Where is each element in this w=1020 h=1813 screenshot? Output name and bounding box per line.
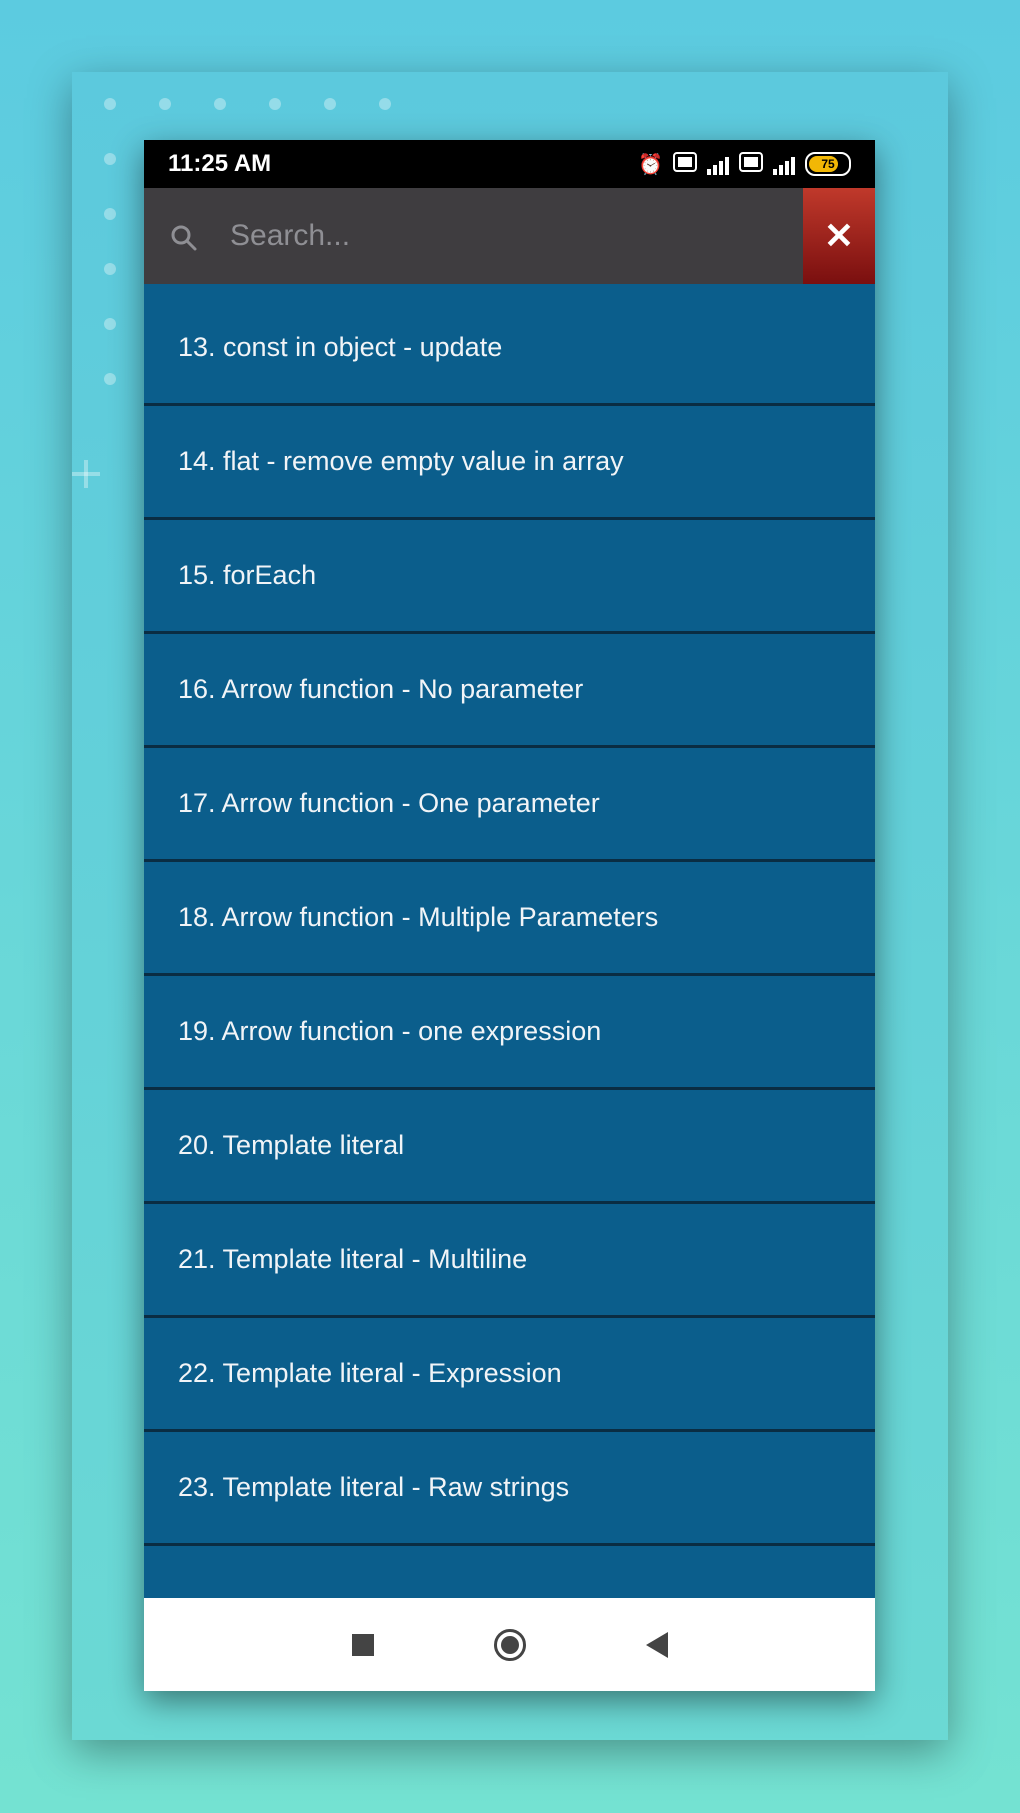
status-icons	[638, 152, 851, 177]
list-item[interactable]: 15. forEach	[144, 517, 875, 631]
alarm-icon: ⏰	[638, 153, 663, 176]
topic-list	[144, 292, 875, 1657]
home-icon[interactable]	[494, 1629, 526, 1661]
decor-dot	[214, 98, 226, 110]
decor-dot	[104, 263, 116, 275]
list-item[interactable]: 21. Template literal - Multiline	[144, 1201, 875, 1315]
plus-decor-icon	[72, 460, 100, 488]
decor-dot	[324, 98, 336, 110]
list-item[interactable]: 22. Template literal - Expression	[144, 1315, 875, 1429]
list-item[interactable]: 18. Arrow function - Multiple Parameters	[144, 859, 875, 973]
recent-apps-icon[interactable]	[352, 1634, 374, 1656]
status-time: 11:25 AM	[168, 150, 272, 177]
close-search-button[interactable]	[803, 188, 875, 284]
navigation-bar	[144, 1598, 875, 1691]
decor-dot	[104, 98, 116, 110]
search-bar	[144, 188, 875, 284]
list-item[interactable]: 19. Arrow function - one expression	[144, 973, 875, 1087]
volte-icon	[673, 152, 697, 177]
volte-icon	[739, 152, 763, 177]
decor-dot	[379, 98, 391, 110]
phone-screen	[144, 140, 875, 1691]
status-bar	[144, 140, 875, 188]
list-item[interactable]: 13. const in object - update	[144, 292, 875, 403]
back-icon[interactable]	[646, 1632, 668, 1658]
search-input[interactable]	[230, 206, 803, 266]
close-icon: ✕	[823, 215, 855, 256]
decor-dot	[269, 98, 281, 110]
search-icon	[170, 188, 230, 284]
decor-dot	[104, 208, 116, 220]
list-item[interactable]: 17. Arrow function - One parameter	[144, 745, 875, 859]
decor-dot	[104, 153, 116, 165]
decor-dot	[159, 98, 171, 110]
list-item[interactable]: 16. Arrow function - No parameter	[144, 631, 875, 745]
decor-dot	[104, 318, 116, 330]
list-item[interactable]: 20. Template literal	[144, 1087, 875, 1201]
battery-icon	[805, 152, 851, 176]
decor-dot	[104, 373, 116, 385]
list-item[interactable]: 14. flat - remove empty value in array	[144, 403, 875, 517]
signal-icon	[773, 153, 795, 175]
signal-icon	[707, 153, 729, 175]
list-item[interactable]: 23. Template literal - Raw strings	[144, 1429, 875, 1543]
battery-level: 75	[821, 157, 835, 171]
